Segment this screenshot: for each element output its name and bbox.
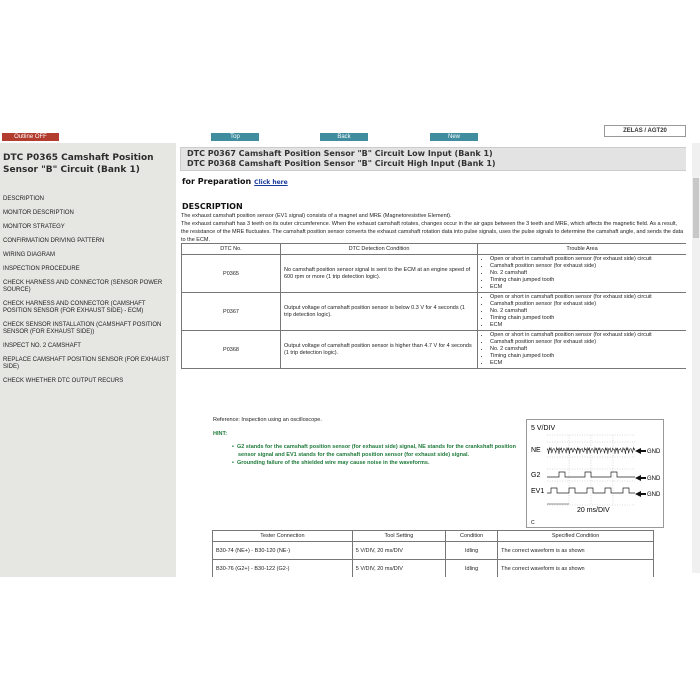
dtc-condition-cell: Output voltage of camshaft position sensor is below 0.3 V for 4 seconds (1 trip detection logic). [281, 293, 478, 331]
reference-text: Reference: Inspection using an oscilloscope. [213, 417, 322, 423]
trouble-area-item: • Open or short in camshaft position sensor (for exhaust side) circuit [490, 256, 683, 263]
specified-condition-cell: The correct waveform is as shown [498, 542, 654, 560]
gnd-arrow-icon [635, 475, 646, 481]
nav-item-inspection-procedure[interactable]: INSPECTION PROCEDURE [3, 266, 80, 272]
nav-item-description[interactable]: DESCRIPTION [3, 196, 45, 202]
vertical-scrollbar[interactable] [692, 143, 700, 573]
trouble-area-item: • Timing chain jumped tooth [490, 353, 683, 360]
dtc-condition-cell: No camshaft position sensor signal is sent to the ECM at an engine speed of 600 rpm or more (1 trip detection logic). [281, 255, 478, 293]
nav-item-monitor-strategy[interactable]: MONITOR STRATEGY [3, 224, 65, 230]
sidebar-nav [3, 196, 173, 385]
back-button[interactable]: Back [320, 133, 368, 141]
new-button[interactable]: New [430, 133, 478, 141]
hint-item: • Grounding failure of the shielded wire may cause noise in the waveforms. [238, 459, 518, 467]
description-paragraph-1: The exhaust camshaft position sensor (EV1 signal) consists of a magnet and MRE (Magnetoresistive Element). [181, 213, 452, 219]
dtc-code-cell: P0367 [182, 293, 281, 331]
trouble-area-item: • Open or short in camshaft position sensor (for exhaust side) circuit [490, 332, 683, 339]
preparation-label: for Preparation [182, 177, 252, 186]
nav-item-check-harness-power[interactable]: CHECK HARNESS AND CONNECTOR (SENSOR POWER SOURCE) [3, 280, 163, 293]
trouble-area-cell [478, 293, 687, 331]
dtc-table-header-cell: DTC Detection Condition [281, 244, 478, 255]
trouble-area-cell [478, 255, 687, 293]
tester-table-header-cell: Condition [446, 531, 498, 542]
table-row [182, 293, 687, 331]
trouble-area-item: • Timing chain jumped tooth [490, 277, 683, 284]
description-heading: DESCRIPTION [182, 202, 243, 211]
table-row [213, 560, 654, 578]
diagram-corner-mark: C [531, 520, 535, 526]
dtc-table-header-cell: Trouble Area [478, 244, 687, 255]
trouble-area-item: • ECM [490, 322, 683, 329]
nav-item-monitor-description[interactable]: MONITOR DESCRIPTION [3, 210, 74, 216]
nav-item-confirmation-driving-pattern[interactable]: CONFIRMATION DRIVING PATTERN [3, 238, 105, 244]
nav-item-wiring-diagram[interactable]: WIRING DIAGRAM [3, 252, 55, 258]
gnd-label: GND [647, 449, 661, 455]
nav-item-check-sensor-installation[interactable]: CHECK SENSOR INSTALLATION (CAMSHAFT POSITION SENSOR (FOR EXHAUST SIDE)) [3, 322, 162, 335]
trouble-area-item: • Camshaft position sensor (for exhaust side) [490, 263, 683, 270]
nav-item-inspect-camshaft[interactable]: INSPECT NO. 2 CAMSHAFT [3, 343, 81, 349]
tester-table-header-cell: Tester Connection [213, 531, 353, 542]
trouble-area-item: • Timing chain jumped tooth [490, 315, 683, 322]
tester-connection-cell: B30-74 (NE+) - B30-120 (NE-) [213, 542, 353, 560]
dtc-header-line-1: DTC P0367 Camshaft Position Sensor "B" Circuit Low Input (Bank 1) [187, 149, 493, 158]
oscilloscope-svg [527, 420, 663, 527]
dtc-code-cell: P0365 [182, 255, 281, 293]
ev1-channel-label: EV1 [531, 488, 545, 495]
sidebar [0, 143, 176, 577]
nav-item-check-harness-ecm[interactable]: CHECK HARNESS AND CONNECTOR (CAMSHAFT POSITION SENSOR (FOR EXHAUST SIDE) - ECM) [3, 301, 146, 314]
gnd-label: GND [647, 492, 661, 498]
gnd-arrow-icon [635, 491, 646, 497]
gnd-label: GND [647, 476, 661, 482]
gnd-arrow-icon [635, 448, 646, 454]
dtc-table [181, 243, 686, 369]
trouble-area-item: • Camshaft position sensor (for exhaust side) [490, 339, 683, 346]
trouble-area-item: • Camshaft position sensor (for exhaust side) [490, 301, 683, 308]
time-per-div-label: 20 ms/DIV [577, 507, 610, 514]
dtc-header [180, 147, 686, 171]
volts-per-div-label: 5 V/DIV [531, 425, 556, 432]
g2-waveform [547, 472, 635, 477]
nav-item-check-dtc-recurs[interactable]: CHECK WHETHER DTC OUTPUT RECURS [3, 378, 124, 384]
sidebar-title: DTC P0365 Camshaft Position Sensor "B" Circuit (Bank 1) [3, 153, 154, 175]
click-here-link[interactable]: Click here [254, 179, 288, 186]
dtc-header-line-2: DTC P0368 Camshaft Position Sensor "B" Circuit High Input (Bank 1) [187, 159, 496, 168]
tool-setting-cell: 5 V/DIV, 20 ms/DIV [352, 542, 445, 560]
nav-item-replace-sensor[interactable]: REPLACE CAMSHAFT POSITION SENSOR (FOR EXHAUST SIDE) [3, 357, 170, 370]
trouble-area-item: • Open or short in camshaft position sensor (for exhaust side) circuit [490, 294, 683, 301]
outline-off-button[interactable]: Outline OFF [2, 133, 59, 141]
table-row [182, 331, 687, 369]
hint-label: HINT: [213, 431, 228, 437]
trouble-area-item: • No. 2 camshaft [490, 270, 683, 277]
description-text [181, 212, 685, 244]
hint-item: • G2 stands for the camshaft position sensor (for exhaust side) signal, NE stands for the crankshaft position sensor signal and EV1 stands for the camshaft position sensor (for exhaust side) signal. [238, 443, 518, 459]
dtc-condition-cell: Output voltage of camshaft position sensor is higher than 4.7 V for 4 seconds (1 trip detection logic). [281, 331, 478, 369]
table-row [213, 542, 654, 560]
top-toolbar [0, 131, 700, 143]
table-row [182, 255, 687, 293]
tester-table [212, 530, 654, 577]
preparation-line [182, 177, 288, 186]
main-content [176, 143, 686, 577]
trouble-area-item: • ECM [490, 284, 683, 291]
tester-table-header-cell: Specified Condition [498, 531, 654, 542]
hint-list [238, 443, 518, 467]
scrollbar-thumb[interactable] [693, 178, 699, 238]
dtc-code-cell: P0368 [182, 331, 281, 369]
g2-channel-label: G2 [531, 472, 541, 479]
top-button[interactable]: Top [211, 133, 259, 141]
description-paragraph-2: The exhaust camshaft has 3 teeth on its outer circumference. When the exhaust camshaft rotates, changes occur in the air gaps between the 3 teeth and MRE, which affects the magnetic field. As a result, the resistance of the MRE fluctuates. The camshaft position sensor converts the exhaust camshaft rotation data into pulse signals, uses the pulse signals to determine the camshaft angle, and sends the data to the ECM. [181, 221, 684, 243]
trouble-area-cell [478, 331, 687, 369]
scope-grid [547, 435, 635, 505]
trouble-area-item: • No. 2 camshaft [490, 346, 683, 353]
model-badge: ZELAS / AGT20 [604, 125, 686, 137]
oscilloscope-diagram [526, 419, 664, 528]
tester-connection-cell: B30-76 (G2+) - B30-122 (G2-) [213, 560, 353, 578]
tool-setting-cell: 5 V/DIV, 20 ms/DIV [352, 560, 445, 578]
specified-condition-cell: The correct waveform is as shown [498, 560, 654, 578]
trouble-area-item: • ECM [490, 360, 683, 367]
condition-cell: Idling [446, 560, 498, 578]
ne-channel-label: NE [531, 447, 541, 454]
dtc-table-header-row [182, 244, 687, 255]
tester-table-header-row [213, 531, 654, 542]
condition-cell: Idling [446, 542, 498, 560]
tester-table-header-cell: Tool Setting [352, 531, 445, 542]
dtc-table-header-cell: DTC No. [182, 244, 281, 255]
trouble-area-item: • No. 2 camshaft [490, 308, 683, 315]
